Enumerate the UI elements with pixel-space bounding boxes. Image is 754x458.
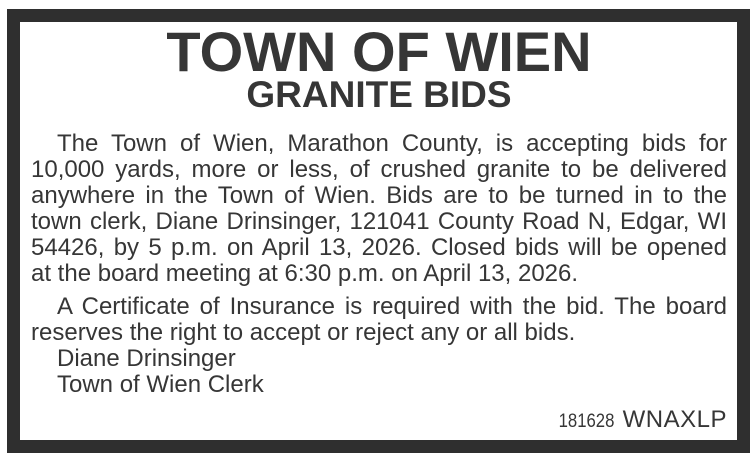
body-line: The Town of Wien, Marathon County, is accepting bids for [57, 130, 727, 157]
ad-number: 181628 [558, 411, 615, 432]
ad-subtitle: GRANITE BIDS [246, 74, 512, 115]
signature-name: Diane Drinsinger [57, 345, 236, 372]
body-line: at the board meeting at 6:30 p.m. on April 13, 2026. [31, 260, 579, 287]
body-line: A Certificate of Insurance is required with the bid. The board [57, 293, 727, 320]
body-line: reserves the right to accept or reject any or all bids. [31, 319, 576, 346]
body-line: anywhere in the Town of Wien. Bids are to be turned in to the [31, 182, 727, 209]
publication-code: WNAXLP [622, 406, 727, 433]
body-line: town clerk, Diane Drinsinger, 121041 County Road N, Edgar, WI [31, 208, 727, 235]
ad-border-frame [7, 9, 750, 453]
ad-title: TOWN OF WIEN [166, 20, 592, 83]
signature-title: Town of Wien Clerk [57, 371, 264, 398]
ad-footer [31, 407, 727, 436]
ad-body-text [31, 131, 727, 398]
ad-content [20, 20, 737, 436]
body-line: 54426, by 5 p.m. on April 13, 2026. Closed bids will be opened [31, 234, 727, 261]
body-line: 10,000 yards, more or less, of crushed granite to be delivered [31, 156, 727, 183]
